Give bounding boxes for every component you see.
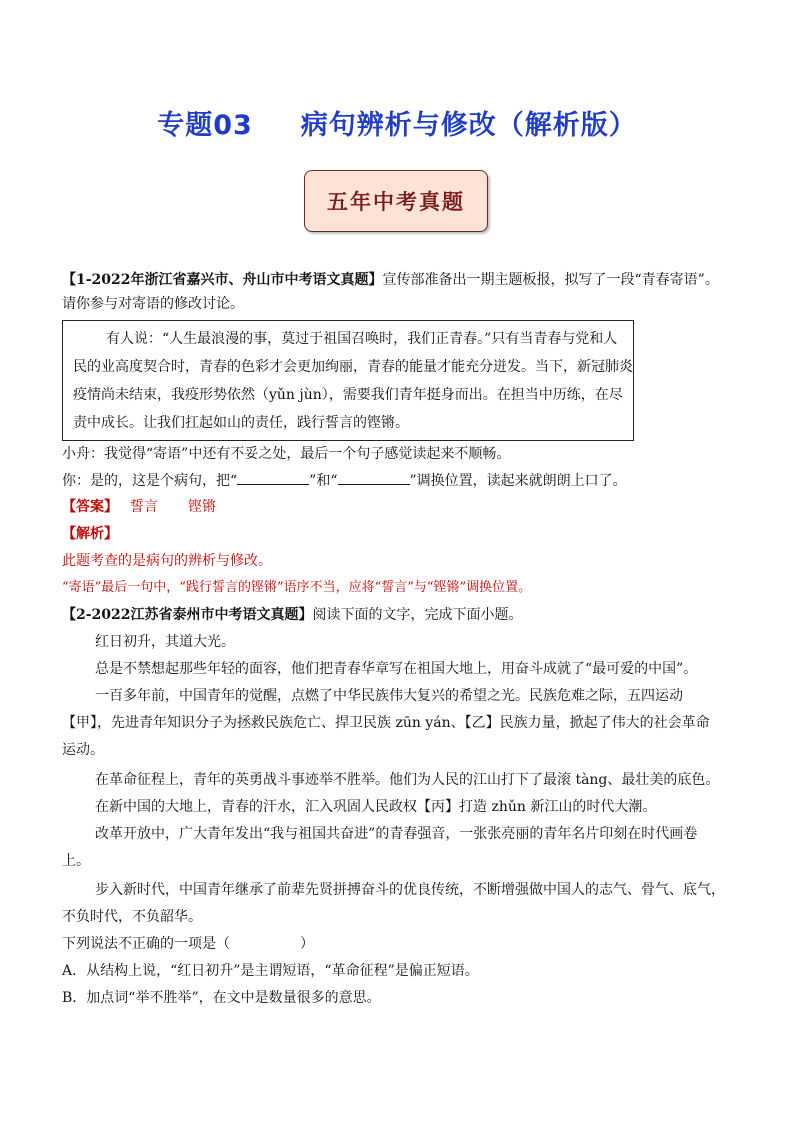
passage-line: 在新中国的大地上，青春的汗水，汇入巩固人民政权【丙】打造 zhǔn 新江山的时代大潮。: [95, 799, 657, 815]
option-a[interactable]: A．从结构上说，“红日初升”是主谓短语，“革命征程”是偏正短语。: [62, 963, 479, 979]
q1-intro-text: 宣传部准备出一期主题板报，拟写了一段“青春寄语”。: [382, 272, 719, 288]
answer-value: 誓言: [130, 499, 158, 515]
q1-intro-line2: 请你参与对寄语的修改讨论。: [62, 296, 244, 312]
q2-source: 【2-2022江苏省泰州市中考语文真题】: [62, 607, 313, 623]
passage-line: 一百多年前，中国青年的觉醒，点燃了中华民族伟大复兴的希望之光。民族危难之际，五四运动: [95, 688, 683, 704]
passage-line: 不负时代，不负韶华。: [62, 909, 202, 925]
dialogue-text: ”调换位置，读起来就朗朗上口了。: [409, 473, 627, 489]
dialogue-text: 你：是的，这是个病句，把“: [62, 473, 238, 489]
quote-line: 有人说：“人生最浪漫的事，莫过于祖国召唤时，我们正青春。”只有当青春与党和人: [106, 331, 618, 347]
option-b[interactable]: B．加点词“举不胜举”，在文中是数量很多的意思。: [62, 990, 381, 1006]
question-text: 下列说法不正确的一项是（: [62, 936, 230, 952]
passage-line: 【甲】，先进青年知识分子为拯救民族危亡、捍卫民族 zūn yán、【乙】民族力量，掀起了伟大的社会革命: [62, 715, 710, 731]
passage-line: 红日初升，其道大光。: [95, 634, 235, 650]
page-title: [0, 103, 794, 142]
quote-line: 民的业高度契合时，青春的色彩才会更加绚丽，青春的能量才能充分迸发。当下，新冠肺炎: [73, 359, 633, 375]
analysis-text: 此题考查的是病句的辨析与修改。: [62, 553, 272, 569]
answer-blank-1[interactable]: [237, 470, 309, 485]
q2-question: [62, 934, 742, 954]
passage-line: 总是不禁想起那些年轻的面容，他们把青春华章写在祖国大地上，用奋斗成就了“最可爱的中国”。: [95, 661, 698, 677]
dialogue-line: 小舟：我觉得“寄语”中还有不妥之处，最后一个句子感觉读起来不顺畅。: [62, 446, 511, 462]
answer-blank-2[interactable]: [338, 470, 410, 485]
passage-line: 上。: [62, 853, 90, 869]
section-heading-box: [304, 170, 488, 232]
q2-intro: [62, 605, 742, 625]
passage-line: 在革命征程上，青年的英勇战斗事迹举不胜举。他们为人民的江山打下了最滚 tàng、最壮美的底色。: [95, 772, 720, 788]
answer-value: 铿锵: [188, 499, 216, 515]
passage-line: 步入新时代，中国青年继承了前辈先贤拼搏奋斗的优良传统，不断增强做中国人的志气、骨气、底气，: [95, 882, 725, 898]
answer-label: 【答案】: [62, 499, 118, 515]
q2-intro-text: 阅读下面的文字，完成下面小题。: [312, 607, 523, 623]
quote-box: [62, 320, 634, 441]
q1-source: 【1-2022年浙江省嘉兴市、舟山市中考语文真题】: [62, 272, 383, 288]
quote-line: 疫情尚未结束，我疫形势依然（yǔn jùn），需要我们青年挺身而出。在担当中历练，在尽: [73, 387, 623, 403]
title-number: 专题03: [157, 110, 253, 141]
analysis-label: 【解析】: [62, 526, 118, 542]
quote-line: 责中成长。让我们扛起如山的责任，践行誓言的铿锵。: [73, 415, 409, 431]
dialogue-line: [62, 470, 742, 491]
answer-line: [62, 497, 742, 517]
passage-line: 运动。: [62, 742, 104, 758]
dialogue-text: ”和“: [309, 473, 338, 489]
title-text: 病句辨析与修改（解析版）: [300, 110, 637, 141]
passage-line: 改革开放中，广大青年发出“我与祖国共奋进”的青春强音，一张张亮丽的青年名片印刻在时代画卷: [95, 826, 698, 842]
question-text-end: ）: [300, 936, 314, 952]
analysis-text: “寄语”最后一句中，“践行誓言的铿锵”语序不当，应将“誓言”与“铿锵”调换位置。: [62, 580, 532, 595]
q1-intro-line1: [62, 270, 742, 290]
section-heading-label: 五年中考真题: [327, 189, 465, 214]
